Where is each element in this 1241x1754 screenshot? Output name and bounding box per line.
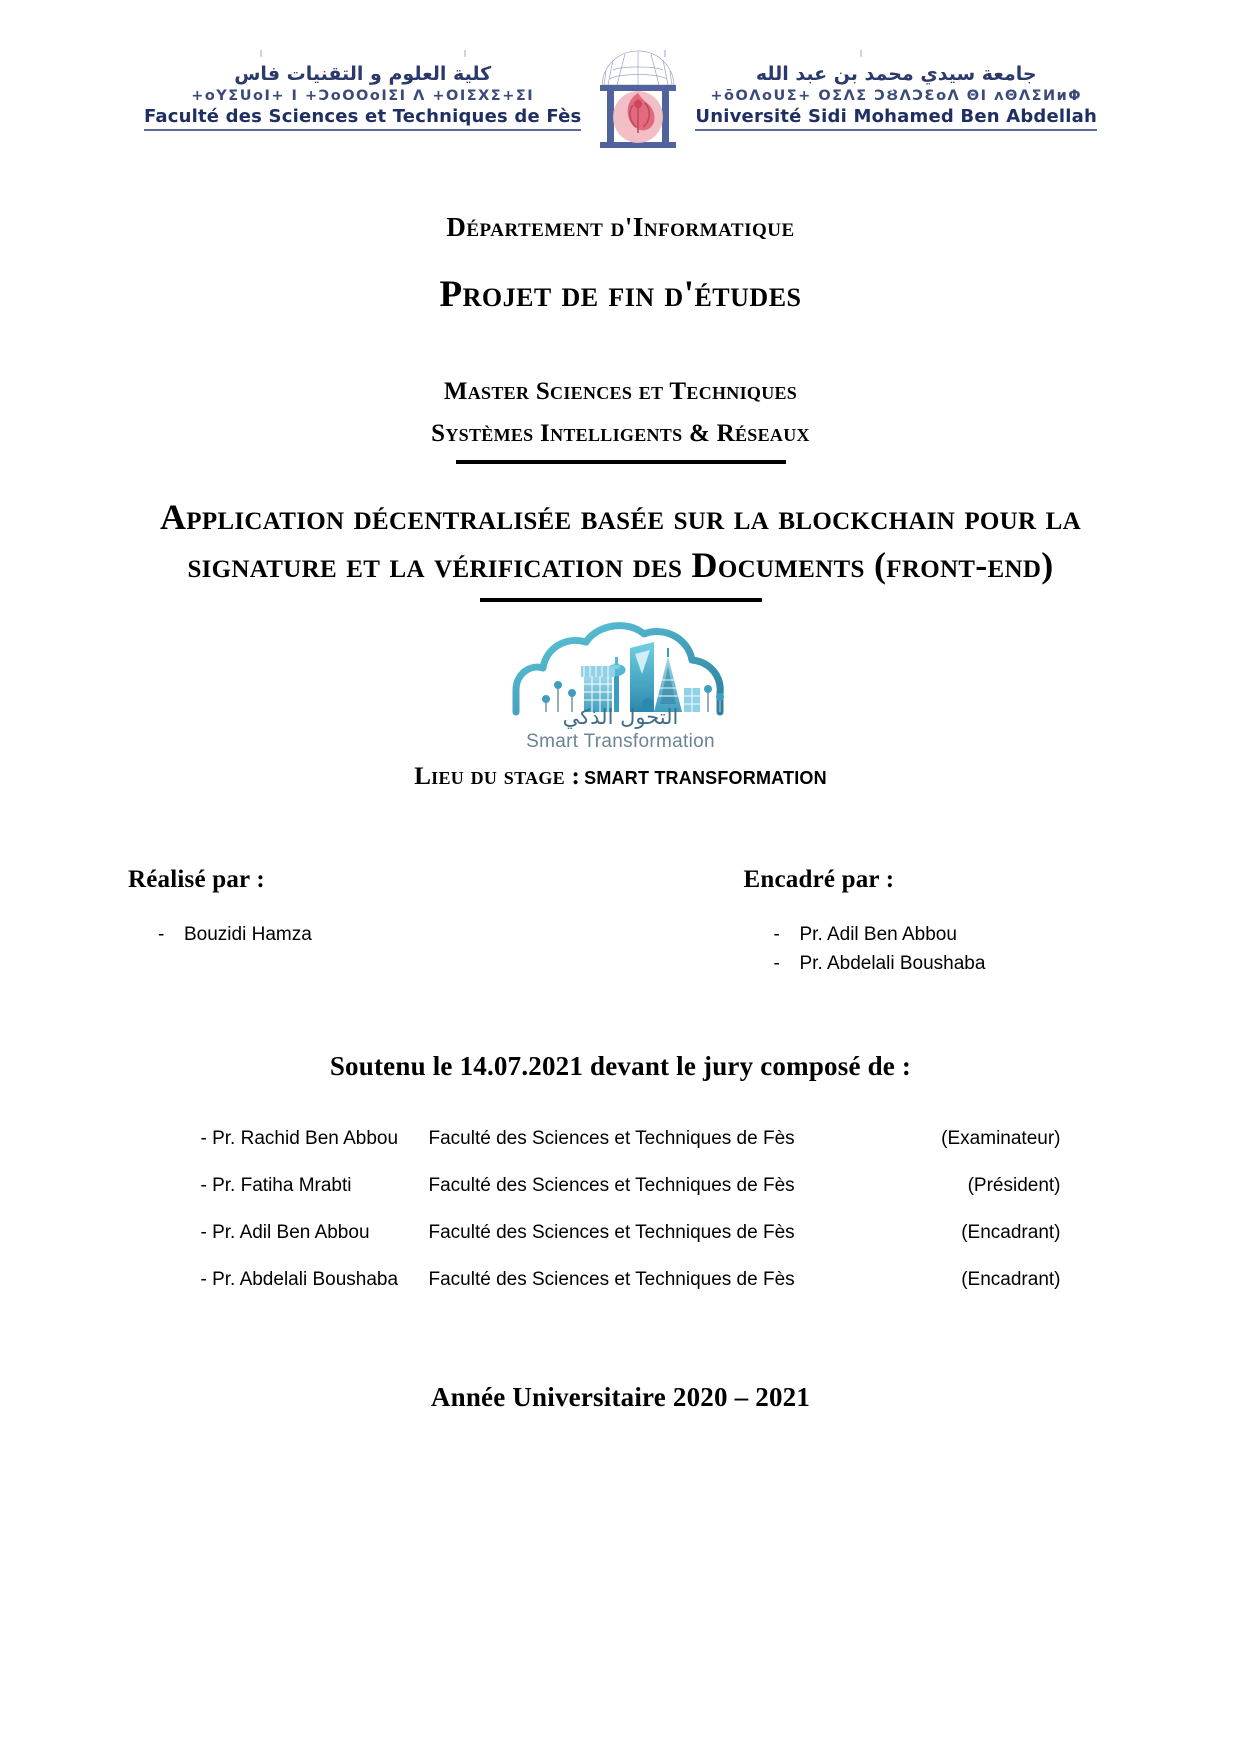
faculty-logo-text bbox=[144, 63, 581, 131]
authors-list bbox=[128, 920, 626, 949]
jury-member-name: - Pr. Fatiha Mrabti bbox=[200, 1174, 352, 1196]
jury-member-name: - Pr. Abdelali Boushaba bbox=[200, 1268, 399, 1290]
jury-member-affiliation: Faculté des Sciences et Techniques de Fès bbox=[428, 1221, 795, 1243]
supervisor-name: Pr. Abdelali Boushaba bbox=[799, 953, 986, 975]
university-name-arabic: جامعة سيدي محمد بن عبد الله bbox=[755, 62, 1037, 85]
internship-place-line bbox=[0, 763, 1241, 791]
company-logo bbox=[488, 608, 753, 753]
faculty-name-arabic: كلية العلوم و التقنيات فاس bbox=[234, 62, 492, 85]
supervisors-column bbox=[626, 866, 1241, 979]
table-row bbox=[171, 1163, 1071, 1210]
program-title-line1: Master Sciences et Techniques bbox=[443, 378, 798, 405]
author-name: Bouzidi Hamza bbox=[184, 923, 312, 945]
list-item bbox=[744, 920, 1241, 949]
supervisor-name: Pr. Adil Ben Abbou bbox=[799, 923, 957, 945]
faculty-name-french: Faculté des Sciences et Techniques de Fès bbox=[144, 106, 581, 132]
divider-above-title bbox=[456, 460, 786, 464]
project-title: Application décentralisée basée sur la blockchain pour la signature et la vérification des Documents (front-end) bbox=[159, 497, 1082, 585]
table-row bbox=[171, 1257, 1071, 1304]
internship-place-value: SMART TRANSFORMATION bbox=[584, 767, 827, 788]
jury-member-role: (Encadrant) bbox=[961, 1268, 1061, 1290]
jury-member-role: (Président) bbox=[967, 1174, 1061, 1196]
scan-tick-marks bbox=[0, 50, 1241, 56]
faculty-name-tifinagh: +oYƩUoI+ I +ƆoOOoIƩI Λ +OIƩXƩ+ƩI bbox=[191, 87, 535, 104]
company-name-arabic: التحول الذكي bbox=[562, 704, 679, 729]
jury-heading: Soutenu le 14.07.2021 devant le jury composé de : bbox=[329, 1050, 912, 1081]
program-title-line2: Systèmes Intelligents & Réseaux bbox=[431, 420, 810, 447]
bullet-dash: - bbox=[158, 923, 165, 945]
bullet-dash: - bbox=[773, 953, 780, 975]
authors-column bbox=[0, 866, 626, 979]
list-item bbox=[128, 920, 626, 949]
university-name-tifinagh: +ōOΛoUƩ+ OƩΛƩ ƆȢΛƆƐoΛ ΘI ʌΘΛƩИиΦ bbox=[710, 87, 1083, 104]
institution-header bbox=[0, 0, 1241, 150]
usmba-crest-icon bbox=[595, 45, 681, 149]
university-logo-text bbox=[695, 63, 1097, 131]
company-name-english: Smart Transformation bbox=[526, 730, 715, 752]
table-row bbox=[171, 1210, 1071, 1257]
internship-place-label: Lieu du stage : bbox=[414, 762, 581, 790]
list-item bbox=[744, 949, 1241, 978]
people-section bbox=[0, 866, 1241, 979]
table-row bbox=[171, 1116, 1071, 1163]
jury-member-role: (Examinateur) bbox=[941, 1127, 1061, 1149]
supervisors-heading: Encadré par : bbox=[743, 865, 895, 893]
bullet-dash: - bbox=[773, 923, 780, 945]
divider-below-title bbox=[480, 598, 762, 602]
university-name-french: Université Sidi Mohamed Ben Abdellah bbox=[695, 106, 1097, 132]
supervisors-list bbox=[744, 920, 1241, 979]
jury-table bbox=[171, 1116, 1071, 1304]
document-type-title: Projet de fin d'études bbox=[439, 274, 802, 315]
jury-member-affiliation: Faculté des Sciences et Techniques de Fès bbox=[428, 1268, 795, 1290]
jury-member-name: - Pr. Rachid Ben Abbou bbox=[200, 1127, 399, 1149]
academic-year: Année Universitaire 2020 – 2021 bbox=[430, 1381, 811, 1412]
department-title: Département d'Informatique bbox=[446, 212, 795, 242]
jury-member-affiliation: Faculté des Sciences et Techniques de Fès bbox=[428, 1127, 795, 1149]
jury-member-role: (Encadrant) bbox=[961, 1221, 1061, 1243]
jury-member-affiliation: Faculté des Sciences et Techniques de Fès bbox=[428, 1174, 795, 1196]
authors-heading: Réalisé par : bbox=[128, 865, 265, 893]
jury-member-name: - Pr. Adil Ben Abbou bbox=[200, 1221, 370, 1243]
